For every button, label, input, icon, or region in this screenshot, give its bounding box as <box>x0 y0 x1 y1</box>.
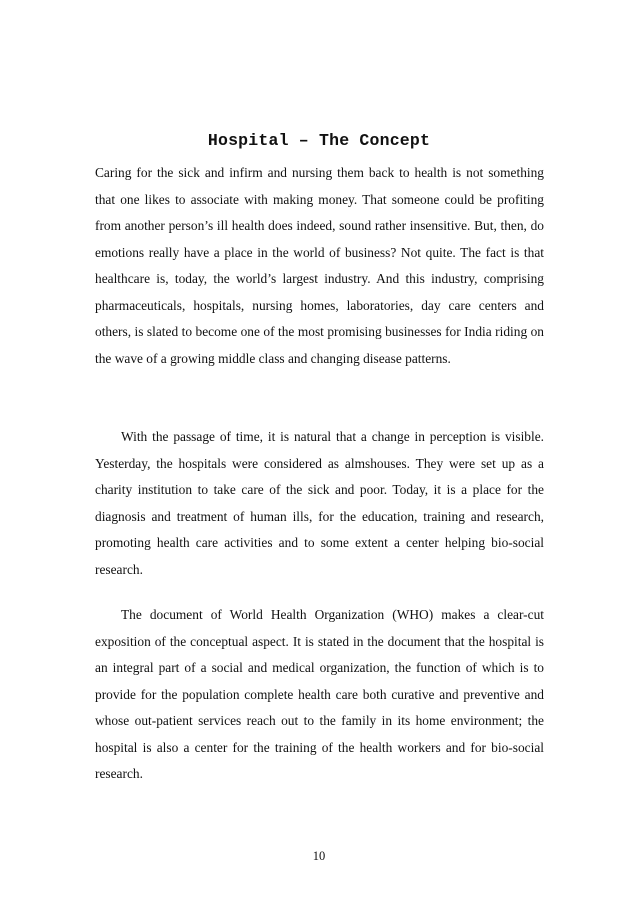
paragraph-perception-change: With the passage of time, it is natural that a change in perception is visible. Yesterday, the hospitals were considered as almshouses. They were set up as a charity institution to take care of the sick and poor. Today, it is a place for the diagnosis and treatment of human ills, for the education, training and research, promoting health care activities and to some extent a center helping bio-social research. <box>95 429 544 577</box>
page-number: 10 <box>312 849 326 863</box>
page-title: Hospital – The Concept <box>207 131 431 150</box>
paragraph-who-concept: The document of World Health Organization (WHO) makes a clear-cut exposition of the conceptual aspect. It is stated in the document that the hospital is an integral part of a social and medical organization, the function of which is to provide for the population complete health care both curative and preventive and whose out-patient services reach out to the family in its home environment; the hospital is also a center for the training of the health workers and for bio-social research. <box>95 607 544 781</box>
paragraph-healthcare-industry: Caring for the sick and infirm and nursing them back to health is not something that one likes to associate with making money. That someone could be profiting from another person’s ill health does indeed, sound rather insensitive. But, then, do emotions really have a place in the world of business? Not quite. The fact is that healthcare is, today, the world’s largest industry. And this industry, comprising pharmaceuticals, hospitals, nursing homes, laboratories, day care centers and others, is slated to become one of the most promising businesses for India riding on the wave of a growing middle class and changing disease patterns. <box>95 165 544 366</box>
